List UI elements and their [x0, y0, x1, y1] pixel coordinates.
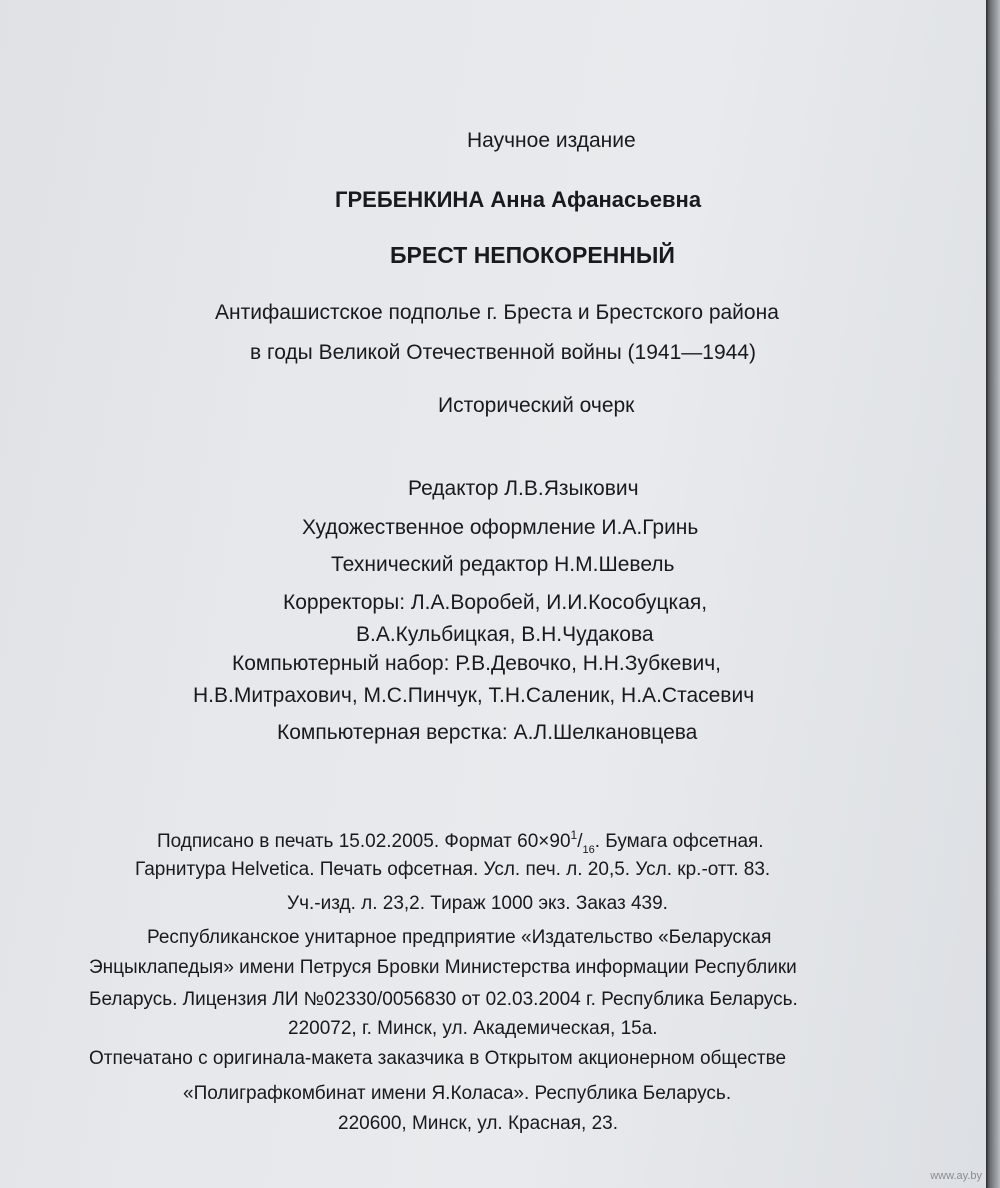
imprint-line-3: Уч.-изд. л. 23,2. Тираж 1000 экз. Заказ 439.	[287, 893, 668, 914]
author-name: ГРЕБЕНКИНА Анна Афанасьевна	[335, 187, 702, 212]
printer-line-1: Отпечатано с оригинала-макета заказчика в Открытом акционерном обществе	[89, 1048, 787, 1069]
credit-tech-label: Технический редактор	[331, 553, 549, 576]
credit-design-name: И.А.Гринь	[601, 516, 699, 539]
credit-proof-label: Корректоры:	[283, 591, 406, 614]
credit-typeset	[232, 653, 721, 674]
imprint-line-2: Гарнитура Helvetica. Печать офсетная. Усл. печ. л. 20,5. Усл. кр.-отт. 83.	[135, 859, 771, 880]
credit-layout-label: Компьютерная верстка:	[277, 721, 508, 744]
credit-editor-name: Л.В.Языкович	[504, 477, 639, 500]
imprint-line-1	[157, 828, 764, 856]
credit-design-label: Художественное оформление	[302, 516, 596, 539]
format-fraction-denominator: 16	[582, 844, 595, 856]
publisher-line-3: Беларусь. Лицензия ЛИ №02330/0056830 от 02.03.2004 г. Республика Беларусь.	[89, 989, 798, 1010]
credit-proof-names-2: В.А.Кульбицкая, В.Н.Чудакова	[356, 623, 654, 646]
edition-type: Научное издание	[467, 129, 636, 152]
credit-editor-label: Редактор	[408, 477, 499, 500]
credit-typeset-label: Компьютерный набор:	[232, 652, 450, 675]
credit-design	[302, 517, 698, 538]
credit-proof-names-1: Л.А.Воробей, И.И.Кособуцкая,	[410, 591, 708, 614]
credit-layout-name: А.Л.Шелкановцева	[513, 721, 698, 744]
imprint-line-1-a: Подписано в печать 15.02.2005. Формат 60×90	[157, 831, 571, 852]
page-edge-shadow	[986, 0, 1000, 1188]
imprint-line-1-b: . Бумага офсетная.	[594, 831, 764, 852]
watermark: www.ay.by	[930, 1170, 982, 1182]
credit-typeset-names-1: Р.В.Девочко, Н.Н.Зубкевич,	[455, 652, 721, 675]
publisher-line-2: Энцыклапедыя» имени Петруся Бровки Министерства информации Республики	[89, 957, 797, 978]
credit-tech-name: Н.М.Шевель	[554, 553, 675, 576]
publisher-line-4: 220072, г. Минск, ул. Академическая, 15а.	[288, 1018, 658, 1039]
credit-tech	[331, 554, 675, 575]
subtitle-line-1: Антифашистское подполье г. Бреста и Брестского района	[215, 301, 779, 324]
book-title: БРЕСТ НЕПОКОРЕННЫЙ	[390, 242, 675, 268]
credit-editor	[408, 478, 639, 499]
credit-layout	[277, 722, 697, 743]
printer-line-2: «Полиграфкомбинат имени Я.Коласа». Республика Беларусь.	[183, 1083, 732, 1104]
format-fraction-numerator: 1	[570, 828, 578, 842]
format-fraction-slash: /	[577, 831, 583, 852]
publisher-line-1: Республиканское унитарное предприятие «Издательство «Беларуская	[147, 927, 772, 948]
credit-typeset-names-2: Н.В.Митрахович, М.С.Пинчук, Т.Н.Саленик, Н.А.Стасевич	[193, 684, 755, 707]
subtitle-line-2: в годы Великой Отечественной войны (1941—1944)	[250, 341, 756, 364]
credit-proof	[283, 592, 707, 613]
printer-line-3: 220600, Минск, ул. Красная, 23.	[338, 1113, 619, 1134]
genre: Исторический очерк	[438, 394, 635, 417]
